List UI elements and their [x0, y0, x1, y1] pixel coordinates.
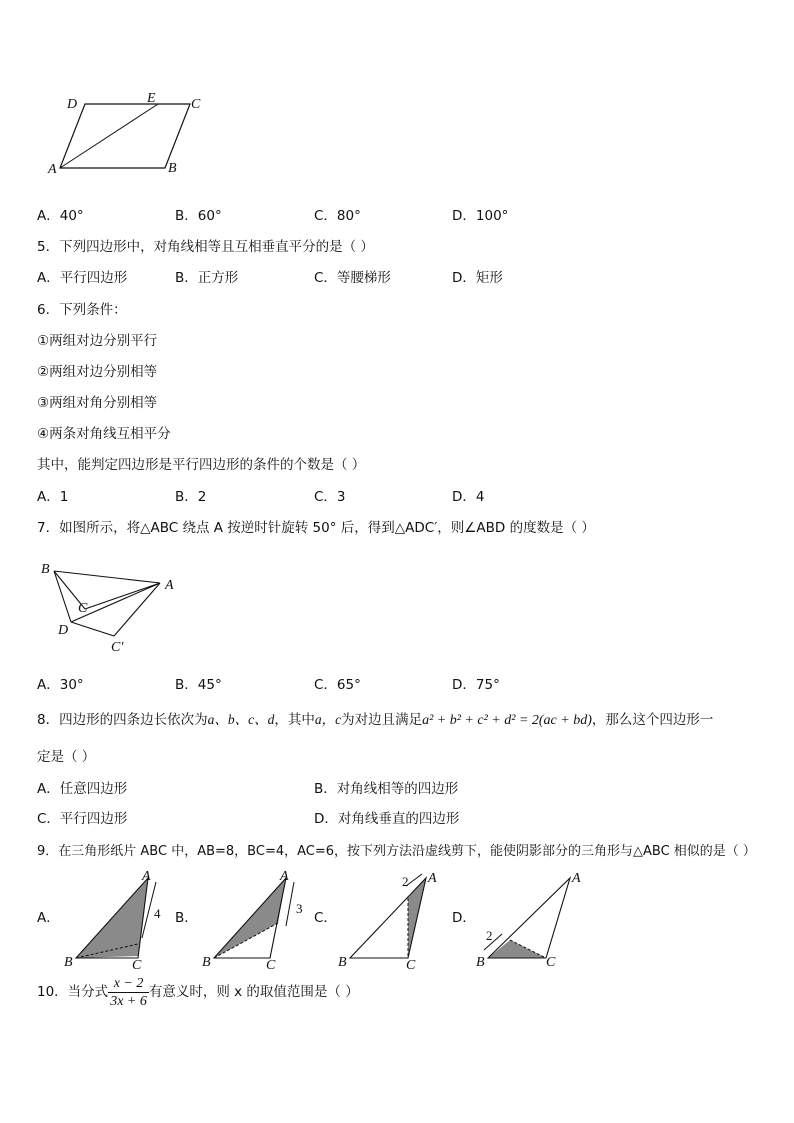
q8-suffix: ，那么这个四边形一: [591, 712, 714, 728]
q10-prefix: 10．当分式: [37, 984, 109, 1000]
label-len: 4: [154, 906, 161, 921]
q5-stem: 5．下列四边形中，对角线相等且互相垂直平分的是（ ）: [37, 239, 374, 255]
label-D: D: [67, 97, 78, 112]
parallelogram-figure: [40, 88, 220, 183]
label-E: E: [147, 91, 156, 106]
q6-stem: 6．下列条件：: [37, 302, 127, 318]
q6-option-d: D．4: [452, 489, 485, 505]
q6-option-c: C．3: [314, 489, 346, 505]
label-B: B: [476, 955, 485, 970]
q10-numerator: x − 2: [108, 975, 149, 993]
q10-denominator: 3x + 6: [110, 993, 147, 1009]
label-C: C: [406, 958, 416, 973]
label-A: A: [280, 869, 289, 884]
label-B: B: [41, 562, 50, 577]
label-A: A: [428, 871, 437, 886]
q5-option-b: B．正方形: [175, 270, 239, 286]
q9-option-d: D．: [452, 910, 476, 926]
q6-option-b: B．2: [175, 489, 207, 505]
label-len: 3: [296, 901, 303, 916]
label-A: A: [142, 869, 151, 884]
q8-stem-line2: 定是（ ）: [37, 749, 96, 765]
segment-BA: [54, 571, 160, 583]
q8-mid2: 为对边且满足: [341, 712, 423, 728]
label-D: D: [58, 623, 69, 638]
label-B: B: [64, 955, 73, 970]
q7-option-b: B．45°: [175, 677, 222, 693]
q6-condition-3: ③两组对角分别相等: [37, 395, 158, 411]
q8-mid1: ，其中: [274, 712, 315, 728]
label-len: 2: [402, 874, 409, 889]
segment-AE: [60, 104, 158, 168]
q5-option-a: A．平行四边形: [37, 270, 128, 286]
q8-option-d: D．对角线垂直的四边形: [314, 811, 460, 827]
q7-stem: 7．如图所示，将△ABC 绕点 A 按逆时针旋转 50° 后，得到△ADC′，则∠ABD 的度数是（ ）: [37, 520, 595, 536]
q4-option-d: D．100°: [452, 208, 509, 224]
q5-option-d: D．矩形: [452, 270, 503, 286]
q8-formula: a² + b² + c² + d² = 2(ac + bd): [422, 713, 592, 728]
q9-option-c: C．: [314, 910, 337, 926]
label-B: B: [168, 161, 177, 176]
q8-vars2: a，c: [314, 712, 342, 727]
q10-stem: [37, 973, 359, 1011]
length-marker: [286, 882, 294, 926]
q10-fraction: [108, 975, 149, 1010]
label-C: C: [546, 955, 556, 970]
q6-condition-1: ①两组对边分别平行: [37, 333, 158, 349]
label-C: C: [266, 958, 276, 973]
segment-BD: [54, 571, 71, 622]
label-C: C: [191, 97, 201, 112]
q4-option-b: B．60°: [175, 208, 222, 224]
q7-option-d: D．75°: [452, 677, 500, 693]
q4-option-a: A．40°: [37, 208, 84, 224]
label-B: B: [202, 955, 211, 970]
q9-stem: 9．在三角形纸片 ABC 中，AB=8，BC=4，AC=6，按下列方法沿虚线剪下，能使阴影部分的三角形与△ABC 相似的是（ ）: [37, 844, 756, 859]
label-C-prime: C′: [111, 640, 124, 655]
parallelogram-shape: [60, 104, 190, 168]
q8-stem: [37, 710, 713, 731]
q7-rotation-figure: [38, 556, 188, 656]
label-len: 2: [486, 928, 493, 943]
q9-figure-c: [336, 868, 446, 973]
q8-prefix: 8．四边形的四条边长依次为: [37, 712, 208, 728]
q5-option-c: C．等腰梯形: [314, 270, 391, 286]
q9-figure-a: [62, 868, 172, 973]
label-A: A: [572, 871, 581, 886]
label-C: C: [132, 958, 142, 973]
q10-suffix: 有意义时，则 x 的取值范围是（ ）: [148, 984, 359, 1000]
q9-figure-b: [200, 868, 310, 973]
q9-option-b: B．: [175, 910, 198, 926]
q4-option-c: C．80°: [314, 208, 361, 224]
label-B: B: [338, 955, 347, 970]
segment-DC2: [71, 622, 114, 636]
q8-option-b: B．对角线相等的四边形: [314, 781, 459, 797]
q8-option-c: C．平行四边形: [37, 811, 128, 827]
triangle-abc: [488, 878, 570, 958]
q6-option-a: A．1: [37, 489, 69, 505]
label-C: C: [78, 601, 88, 616]
q6-condition-4: ④两条对角线互相平分: [37, 426, 171, 442]
q6-question: 其中，能判定四边形是平行四边形的条件的个数是（ ）: [37, 457, 366, 473]
q7-option-c: C．65°: [314, 677, 361, 693]
q9-figure-d: [474, 868, 594, 973]
q8-option-a: A．任意四边形: [37, 781, 128, 797]
q7-option-a: A．30°: [37, 677, 84, 693]
q8-vars: a、b、c、d: [207, 712, 275, 727]
q6-condition-2: ②两组对边分别相等: [37, 364, 158, 380]
label-A: A: [48, 162, 57, 177]
q9-option-a: A．: [37, 910, 60, 926]
label-A: A: [165, 578, 174, 593]
